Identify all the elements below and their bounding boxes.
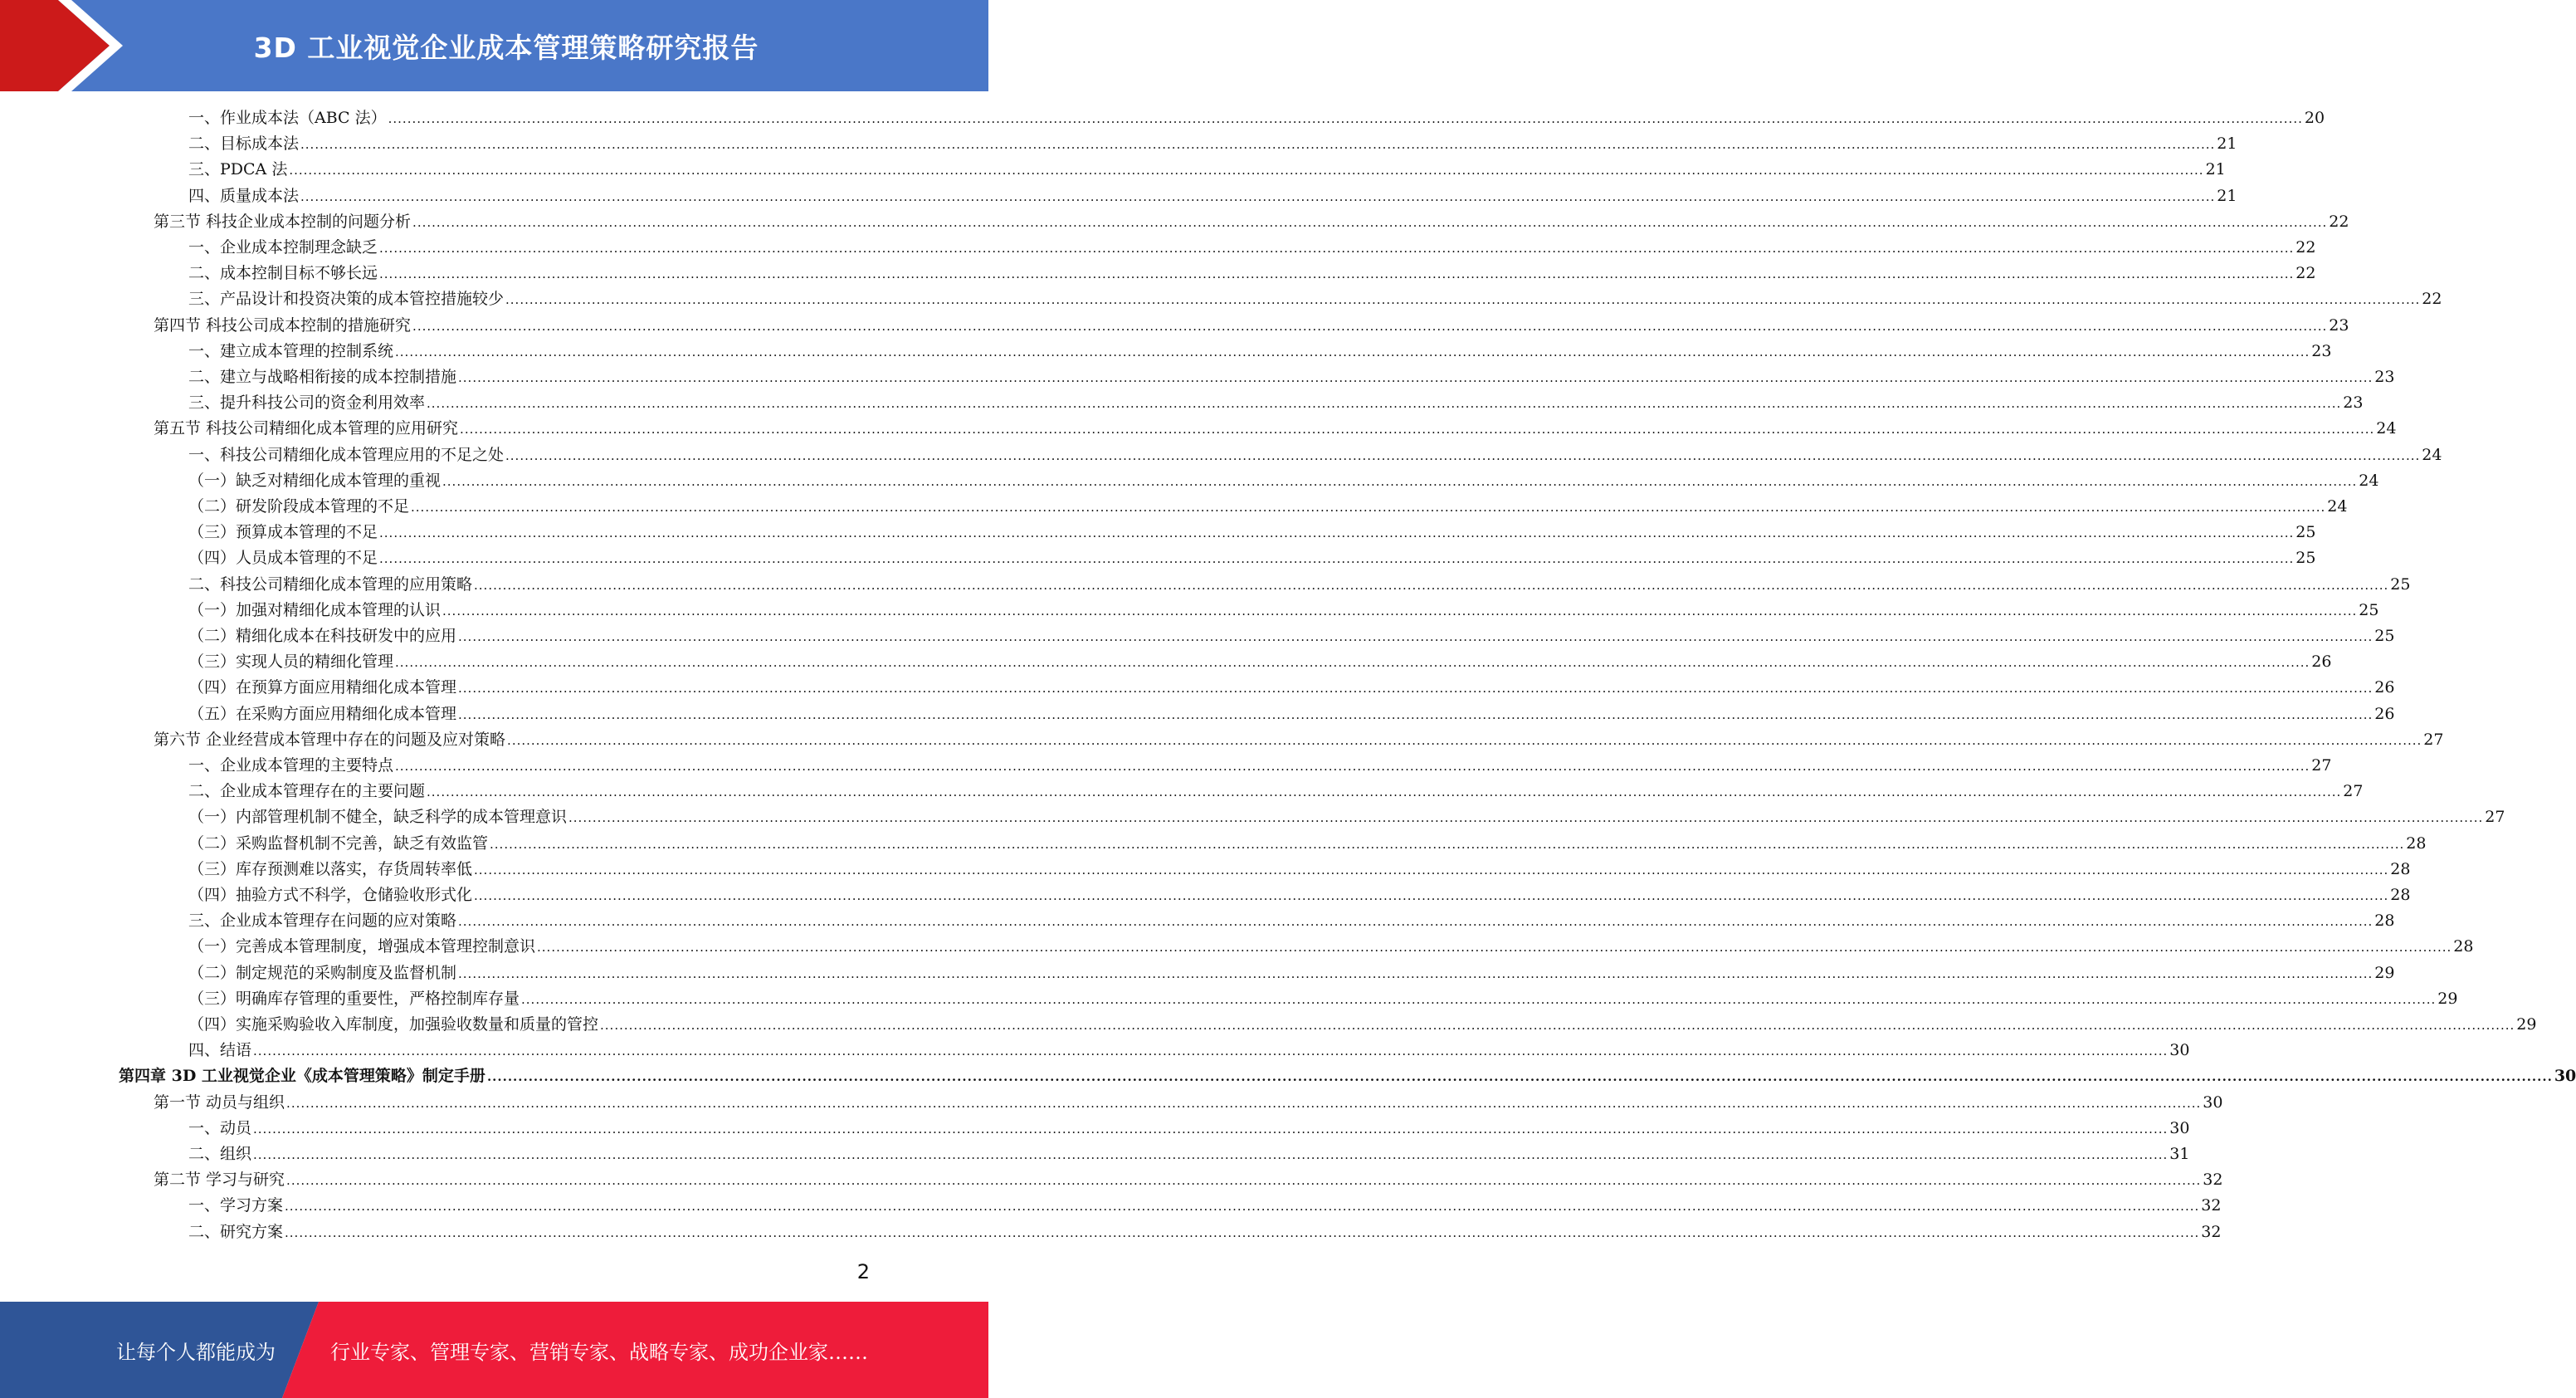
toc-entry-page: 21 xyxy=(2217,134,2237,153)
toc-entry[interactable] xyxy=(188,934,2474,960)
toc-entry-page: 23 xyxy=(2329,316,2349,335)
toc-entry-title: （一）完善成本管理制度，增强成本管理控制意识 xyxy=(188,937,536,956)
toc-entry[interactable] xyxy=(188,779,2364,804)
toc-entry-page: 32 xyxy=(2203,1171,2223,1189)
toc-entry-title: 第一节 动员与组织 xyxy=(154,1093,285,1112)
toc-entry[interactable] xyxy=(188,157,2226,183)
toc-entry-title: 三、提升科技公司的资金利用效率 xyxy=(188,393,426,412)
toc-entry[interactable] xyxy=(188,1220,2222,1245)
toc-entry[interactable] xyxy=(188,804,2505,830)
toc-dot-leader: ................................................................................................................................................................................................................................................................................................................................................................................................................ xyxy=(388,111,2303,126)
footer-slogan-right: 行业专家、管理专家、营销专家、战略专家、成功企业家…… xyxy=(330,1340,868,1364)
toc-entry-title: （四）在预算方面应用精细化成本管理 xyxy=(188,678,457,697)
toc-entry[interactable] xyxy=(188,494,2348,520)
toc-entry-title: 二、企业成本管理存在的主要问题 xyxy=(188,782,426,800)
toc-entry-page: 30 xyxy=(2203,1093,2223,1112)
toc-entry[interactable] xyxy=(154,209,2349,235)
toc-dot-leader: ................................................................................................................................................................................................................................................................................................................................................................................................................ xyxy=(395,345,2310,359)
toc-entry-title: 一、作业成本法（ABC 法） xyxy=(188,109,387,127)
toc-entry-page: 26 xyxy=(2374,705,2395,723)
toc-entry-title: 第二节 学习与研究 xyxy=(154,1171,285,1189)
toc-entry-page: 21 xyxy=(2217,187,2237,205)
toc-entry-page: 22 xyxy=(2329,213,2349,231)
footer-slogan-left: 让每个人都能成为 xyxy=(116,1340,276,1364)
toc-entry-title: 二、目标成本法 xyxy=(188,134,300,153)
toc-entry-page: 23 xyxy=(2374,368,2395,386)
toc-entry[interactable] xyxy=(188,675,2395,701)
toc-dot-leader: ................................................................................................................................................................................................................................................................................................................................................................................................................ xyxy=(458,966,2374,981)
toc-entry[interactable] xyxy=(154,727,2444,753)
toc-dot-leader: ................................................................................................................................................................................................................................................................................................................................................................................................................ xyxy=(460,422,2375,437)
toc-entry-page: 29 xyxy=(2516,1015,2537,1034)
toc-entry-page: 27 xyxy=(2343,782,2364,800)
toc-entry[interactable] xyxy=(188,286,2442,312)
toc-entry[interactable] xyxy=(154,1167,2223,1193)
toc-entry-page: 27 xyxy=(2485,808,2505,826)
toc-entry-title: 一、建立成本管理的控制系统 xyxy=(188,342,394,360)
toc-dot-leader: ................................................................................................................................................................................................................................................................................................................................................................................................................ xyxy=(412,215,2328,230)
toc-dot-leader: ................................................................................................................................................................................................................................................................................................................................................................................................................ xyxy=(395,655,2310,670)
toc-dot-leader: ................................................................................................................................................................................................................................................................................................................................................................................................................ xyxy=(490,837,2405,852)
toc-entry[interactable] xyxy=(188,442,2442,468)
toc-entry-title: （三）库存预测难以落实，存货周转率低 xyxy=(188,860,473,878)
toc-dot-leader: ................................................................................................................................................................................................................................................................................................................................................................................................................ xyxy=(600,1018,2515,1033)
toc-entry-page: 28 xyxy=(2406,834,2427,853)
toc-entry-page: 32 xyxy=(2201,1196,2222,1215)
toc-entry[interactable] xyxy=(154,313,2349,339)
toc-entry-page: 26 xyxy=(2374,678,2395,697)
toc-entry-title: 四、结语 xyxy=(188,1041,252,1059)
toc-dot-leader: ................................................................................................................................................................................................................................................................................................................................................................................................................ xyxy=(427,396,2342,411)
toc-entry[interactable] xyxy=(188,105,2325,131)
toc-entry-page: 29 xyxy=(2437,990,2458,1008)
toc-entry-page: 22 xyxy=(2295,264,2316,282)
toc-entry-title: 三、企业成本管理存在问题的应对策略 xyxy=(188,912,457,930)
toc-entry[interactable] xyxy=(188,235,2316,261)
toc-entry[interactable] xyxy=(188,598,2379,623)
toc-dot-leader: ................................................................................................................................................................................................................................................................................................................................................................................................................ xyxy=(253,1122,2169,1136)
toc-dot-leader: ................................................................................................................................................................................................................................................................................................................................................................................................................ xyxy=(379,551,2295,566)
toc-entry-page: 28 xyxy=(2453,937,2474,956)
footer-banner xyxy=(0,1302,988,1398)
toc-entry[interactable] xyxy=(119,1063,2576,1089)
toc-entry-title: 第六节 企业经营成本管理中存在的问题及应对策略 xyxy=(154,731,506,749)
toc-entry[interactable] xyxy=(188,545,2316,571)
toc-dot-leader: ................................................................................................................................................................................................................................................................................................................................................................................................................ xyxy=(458,629,2374,644)
toc-entry[interactable] xyxy=(188,261,2316,286)
toc-dot-leader: ................................................................................................................................................................................................................................................................................................................................................................................................................ xyxy=(379,525,2295,540)
toc-entry[interactable] xyxy=(188,520,2316,545)
page-number: 2 xyxy=(856,1260,870,1283)
toc-entry-page: 25 xyxy=(2359,601,2379,619)
toc-entry[interactable] xyxy=(188,572,2411,598)
toc-dot-leader: ................................................................................................................................................................................................................................................................................................................................................................................................................ xyxy=(300,189,2216,204)
toc-entry[interactable] xyxy=(188,364,2395,390)
toc-entry[interactable] xyxy=(188,623,2395,649)
toc-dot-leader: ................................................................................................................................................................................................................................................................................................................................................................................................................ xyxy=(286,1096,2202,1111)
toc-entry-page: 27 xyxy=(2423,731,2444,749)
toc-entry-page: 25 xyxy=(2295,549,2316,567)
toc-dot-leader: ................................................................................................................................................................................................................................................................................................................................................................................................................ xyxy=(507,733,2422,748)
toc-entry-page: 25 xyxy=(2390,575,2411,594)
toc-entry-title: 一、学习方案 xyxy=(188,1196,284,1215)
toc-entry[interactable] xyxy=(188,857,2411,882)
toc-dot-leader: ................................................................................................................................................................................................................................................................................................................................................................................................................ xyxy=(253,1044,2169,1058)
toc-entry-title: 三、PDCA 法 xyxy=(188,160,288,178)
toc-entry-title: （二）研发阶段成本管理的不足 xyxy=(188,497,410,516)
toc-entry[interactable] xyxy=(188,961,2395,986)
toc-dot-leader: ................................................................................................................................................................................................................................................................................................................................................................................................................ xyxy=(486,1069,2553,1084)
toc-entry[interactable] xyxy=(188,1012,2537,1038)
toc-dot-leader: ................................................................................................................................................................................................................................................................................................................................................................................................................ xyxy=(286,1173,2202,1188)
toc-entry-page: 28 xyxy=(2390,860,2411,878)
toc-entry-title: 第四节 科技公司成本控制的措施研究 xyxy=(154,316,412,335)
header-banner xyxy=(0,0,988,91)
toc-entry-page: 30 xyxy=(2169,1119,2190,1137)
toc-entry-title: （一）加强对精细化成本管理的认识 xyxy=(188,601,442,619)
toc-entry-title: （三）实现人员的精细化管理 xyxy=(188,653,394,671)
toc-entry[interactable] xyxy=(188,1193,2222,1219)
toc-entry-title: （四）人员成本管理的不足 xyxy=(188,549,378,567)
toc-dot-leader: ................................................................................................................................................................................................................................................................................................................................................................................................................ xyxy=(568,810,2484,825)
toc-entry-title: （二）制定规范的采购制度及监督机制 xyxy=(188,964,457,982)
toc-entry-page: 30 xyxy=(2169,1041,2190,1059)
toc-entry[interactable] xyxy=(188,908,2395,934)
toc-entry[interactable] xyxy=(188,831,2427,857)
toc-entry-page: 28 xyxy=(2374,912,2395,930)
toc-dot-leader: ................................................................................................................................................................................................................................................................................................................................................................................................................ xyxy=(521,992,2437,1007)
toc-entry-title: 第三节 科技企业成本控制的问题分析 xyxy=(154,213,412,231)
toc-entry-page: 24 xyxy=(2327,497,2348,516)
toc-entry-page: 28 xyxy=(2390,886,2411,904)
toc-entry[interactable] xyxy=(154,416,2397,442)
toc-dot-leader: ................................................................................................................................................................................................................................................................................................................................................................................................................ xyxy=(379,266,2295,281)
toc-entry-title: 一、企业成本管理的主要特点 xyxy=(188,756,394,775)
toc-dot-leader: ................................................................................................................................................................................................................................................................................................................................................................................................................ xyxy=(395,759,2310,774)
toc-dot-leader: ................................................................................................................................................................................................................................................................................................................................................................................................................ xyxy=(285,1225,2200,1240)
toc-entry-title: 四、质量成本法 xyxy=(188,187,300,205)
toc-dot-leader: ................................................................................................................................................................................................................................................................................................................................................................................................................ xyxy=(474,578,2389,593)
toc-entry[interactable] xyxy=(188,753,2332,779)
toc-entry-title: 二、组织 xyxy=(188,1145,252,1163)
toc-entry-title: （四）实施采购验收入库制度，加强验收数量和质量的管控 xyxy=(188,1015,599,1034)
toc-dot-leader: ................................................................................................................................................................................................................................................................................................................................................................................................................ xyxy=(458,707,2374,722)
toc-dot-leader: ................................................................................................................................................................................................................................................................................................................................................................................................................ xyxy=(505,292,2421,307)
toc-entry-title: 二、研究方案 xyxy=(188,1223,284,1241)
toc-entry[interactable] xyxy=(188,339,2332,364)
toc-dot-leader: ................................................................................................................................................................................................................................................................................................................................................................................................................ xyxy=(289,163,2204,178)
toc-entry-title: 二、建立与战略相衔接的成本控制措施 xyxy=(188,368,457,386)
toc-entry-title: （二）精细化成本在科技研发中的应用 xyxy=(188,627,457,645)
toc-dot-leader: ................................................................................................................................................................................................................................................................................................................................................................................................................ xyxy=(442,474,2358,489)
toc-entry-title: （一）内部管理机制不健全，缺乏科学的成本管理意识 xyxy=(188,808,568,826)
toc-dot-leader: ................................................................................................................................................................................................................................................................................................................................................................................................................ xyxy=(442,604,2358,618)
toc-entry[interactable] xyxy=(188,1141,2190,1167)
toc-entry-page: 24 xyxy=(2422,446,2442,464)
toc-entry-page: 25 xyxy=(2295,523,2316,541)
toc-entry-page: 20 xyxy=(2304,109,2325,127)
toc-dot-leader: ................................................................................................................................................................................................................................................................................................................................................................................................................ xyxy=(379,241,2295,256)
toc-entry[interactable] xyxy=(188,183,2237,209)
toc-entry-title: （一）缺乏对精细化成本管理的重视 xyxy=(188,472,442,490)
toc-entry-title: （二）采购监督机制不完善，缺乏有效监管 xyxy=(188,834,489,853)
toc-entry[interactable] xyxy=(188,986,2458,1012)
toc-entry-title: 二、成本控制目标不够长远 xyxy=(188,264,378,282)
toc-entry-title: 三、产品设计和投资决策的成本管控措施较少 xyxy=(188,290,505,308)
toc-dot-leader: ................................................................................................................................................................................................................................................................................................................................................................................................................ xyxy=(253,1147,2169,1162)
toc-entry-page: 31 xyxy=(2169,1145,2190,1163)
toc-entry-page: 22 xyxy=(2295,238,2316,257)
toc-entry[interactable] xyxy=(188,649,2332,675)
toc-entry[interactable] xyxy=(188,131,2237,157)
toc-dot-leader: ................................................................................................................................................................................................................................................................................................................................................................................................................ xyxy=(474,863,2389,877)
toc-dot-leader: ................................................................................................................................................................................................................................................................................................................................................................................................................ xyxy=(458,914,2374,929)
toc-entry-page: 24 xyxy=(2376,419,2397,437)
toc-dot-leader: ................................................................................................................................................................................................................................................................................................................................................................................................................ xyxy=(458,370,2374,385)
toc-entry-page: 23 xyxy=(2343,393,2364,412)
toc-entry[interactable] xyxy=(188,882,2411,908)
document-title: 3D 工业视觉企业成本管理策略研究报告 xyxy=(253,31,759,64)
toc-dot-leader: ................................................................................................................................................................................................................................................................................................................................................................................................................ xyxy=(285,1199,2200,1214)
toc-entry-title: （三）明确库存管理的重要性，严格控制库存量 xyxy=(188,990,520,1008)
toc-entry-title: 一、科技公司精细化成本管理应用的不足之处 xyxy=(188,446,505,464)
toc-entry[interactable] xyxy=(188,1038,2190,1063)
toc-entry-page: 27 xyxy=(2311,756,2332,775)
toc-entry-page: 25 xyxy=(2374,627,2395,645)
toc-entry-title: 一、动员 xyxy=(188,1119,252,1137)
toc-dot-leader: ................................................................................................................................................................................................................................................................................................................................................................................................................ xyxy=(458,681,2374,696)
toc-entry-page: 21 xyxy=(2205,160,2226,178)
toc-dot-leader: ................................................................................................................................................................................................................................................................................................................................................................................................................ xyxy=(537,940,2452,955)
toc-entry-page: 23 xyxy=(2311,342,2332,360)
toc-entry[interactable] xyxy=(188,390,2364,416)
toc-entry[interactable] xyxy=(188,468,2379,494)
toc-dot-leader: ................................................................................................................................................................................................................................................................................................................................................................................................................ xyxy=(300,137,2216,152)
toc-entry-title: 第五节 科技公司精细化成本管理的应用研究 xyxy=(154,419,459,437)
toc-entry-title: （三）预算成本管理的不足 xyxy=(188,523,378,541)
toc-entry-page: 26 xyxy=(2311,653,2332,671)
toc-entry[interactable] xyxy=(154,1090,2223,1116)
toc-dot-leader: ................................................................................................................................................................................................................................................................................................................................................................................................................ xyxy=(427,785,2342,799)
toc-dot-leader: ................................................................................................................................................................................................................................................................................................................................................................................................................ xyxy=(411,500,2326,515)
toc-entry-title: 一、企业成本控制理念缺乏 xyxy=(188,238,378,257)
toc-entry-page: 24 xyxy=(2359,472,2379,490)
toc-entry-page: 22 xyxy=(2422,290,2442,308)
toc-entry-title: 第四章 3D 工业视觉企业《成本管理策略》制定手册 xyxy=(119,1067,485,1085)
toc-entry[interactable] xyxy=(188,1116,2190,1141)
toc-entry-page: 29 xyxy=(2374,964,2395,982)
toc-dot-leader: ................................................................................................................................................................................................................................................................................................................................................................................................................ xyxy=(474,888,2389,903)
toc-entry-title: 二、科技公司精细化成本管理的应用策略 xyxy=(188,575,473,594)
toc-dot-leader: ................................................................................................................................................................................................................................................................................................................................................................................................................ xyxy=(412,319,2328,334)
toc-entry-title: （四）抽验方式不科学，仓储验收形式化 xyxy=(188,886,473,904)
toc-dot-leader: ................................................................................................................................................................................................................................................................................................................................................................................................................ xyxy=(505,448,2421,463)
toc-entry[interactable] xyxy=(188,701,2395,727)
toc-entry-page: 32 xyxy=(2201,1223,2222,1241)
toc-entry-title: （五）在采购方面应用精细化成本管理 xyxy=(188,705,457,723)
toc-entry-page: 30 xyxy=(2554,1067,2576,1085)
